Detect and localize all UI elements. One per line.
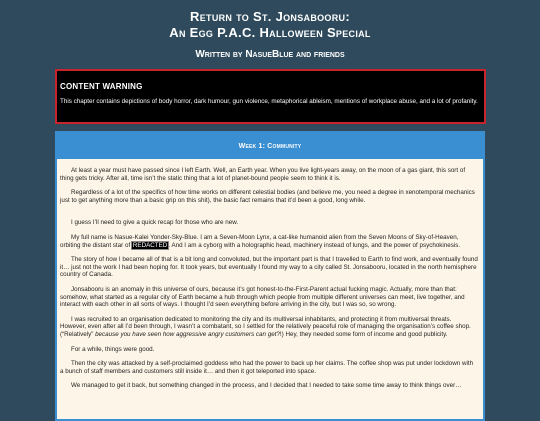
story-body xyxy=(60,167,478,397)
story-paragraph: For a while, things were good. xyxy=(71,345,155,353)
work-text-italic: because you have seen how aggressive angry customers can get xyxy=(95,330,277,338)
work-text-end: ?!) Hey, they needed some form of income and good publicity. xyxy=(276,330,448,338)
author-byline: Written by NasueBlue and friends xyxy=(195,49,345,60)
intro-text-end: . And I am a cyborg with a holographic head, machinery instead of lungs, and the power of psychokinesis. xyxy=(168,241,461,249)
story-paragraph: I guess I’ll need to give a quick recap for those who are new. xyxy=(71,219,239,227)
content-warning-box xyxy=(55,69,486,124)
story-paragraph: At least a year must have passed since I left Earth. Well, an Earth year. When you live light-years away, on the moon of a gas giant, this sort of thing gets tricky. After all, time isn’t the static thing that a lot of planet-bound people seem to think it is. xyxy=(60,167,466,182)
story-title-line-1: Return to St. Jonsabooru: xyxy=(190,9,350,24)
intro-text-start: My full name is Nasue-Kalei Yonder-Sky-Blue. I am a Seven-Moon Lynx, a cat-like humanoid alien from the Seven Moons of Sky-of-Heaven, orbiting the distant star of xyxy=(60,233,459,249)
chapter-panel xyxy=(55,131,485,421)
story-paragraph: Regardless of a lot of the specifics of how time works on different celestial bodies (and believe me, you need a degree in xenotemporal mechanics just to get anything more than a basic grip on this shit), the basic fact remains that it’d been a good, long while. xyxy=(60,189,475,204)
content-warning-text: This chapter contains depictions of body horror, dark humour, gun violence, metaphorical ableism, mentions of workplace abuse, and a lot of profanity. xyxy=(60,98,478,105)
work-text-start: I was recruited to an organisation dedicated to monitoring the city and its multiversal inhabitants, and protecting it from multiversal threats. However, even after all I’d been through, I wasn’t a combatant, so I settled for the relatively peaceful role of managing the organisation’s coffee shop. (“Relatively” xyxy=(60,315,471,338)
story-paragraph-cut: We managed to get it back, but something changed in the process, and I decided that I needed to take some time away to think things over… xyxy=(71,382,462,390)
story-paragraph-intro xyxy=(60,234,478,249)
story-paragraph: The story of how I became all of that is a bit long and convoluted, but the important part is that I travelled to Earth to find work, and eventually found it… just not the work I had been hoping for. It took years, but eventually I found my way to a city called St. Jonsabooru, located in the north hemisphere country of Canada. xyxy=(60,256,478,279)
story-title-line-2: An Egg P.A.C. Halloween Special xyxy=(169,25,371,40)
content-warning-title: CONTENT WARNING xyxy=(60,82,143,91)
redacted-label: REDACTED xyxy=(132,241,168,249)
story-paragraph-work xyxy=(60,316,478,339)
chapter-heading: Week 1: Community xyxy=(57,133,483,159)
story-paragraph: Jonsabooru is an anomaly in this universe of ours, because it’s got honest-to-the-First-Parent actual fucking magic. Actually, more than that: somehow, what started as a regular city of Earth became a hub through which people from multiple different universes can meet, live together, and interact with each other in all sorts of ways. I thought I’d seen everything before arriving in the city, but I was so, so wrong. xyxy=(60,285,465,309)
story-paragraph: Then the city was attacked by a self-proclaimed goddess who had the power to back up her claims. The coffee shop was put under lockdown with a bunch of staff members and customers still inside it… and then it got teleported into space. xyxy=(60,360,474,375)
